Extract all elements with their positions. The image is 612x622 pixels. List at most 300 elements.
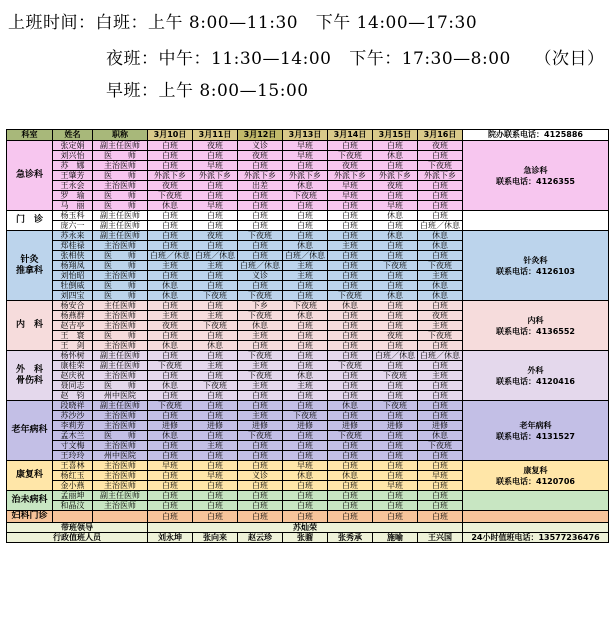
shift-cell: 白班 bbox=[283, 401, 328, 411]
staff-name: 赵吉亭 bbox=[53, 321, 93, 331]
shift-cell: 休息 bbox=[148, 341, 193, 351]
shift-cell: 白班 bbox=[148, 221, 193, 231]
shift-cell: 白班／休息 bbox=[418, 221, 463, 231]
staff-title bbox=[93, 511, 148, 523]
shift-cell: 外派下乡 bbox=[238, 171, 283, 181]
schedule-header bbox=[0, 0, 612, 126]
staff-title: 主治医师 bbox=[93, 271, 148, 281]
shift-cell: 白班 bbox=[283, 231, 328, 241]
shift-cell: 白班 bbox=[148, 481, 193, 491]
table-row bbox=[7, 491, 609, 501]
column-header: 3月15日 bbox=[373, 130, 418, 141]
shift-cell: 白班 bbox=[418, 151, 463, 161]
shift-cell: 早班 bbox=[193, 161, 238, 171]
staff-name: 杨燕群 bbox=[53, 311, 93, 321]
shift-cell: 白班 bbox=[148, 471, 193, 481]
contact-line: 急诊科 bbox=[523, 165, 548, 175]
shift-cell: 休息 bbox=[283, 471, 328, 481]
staff-name: 刘兴怡 bbox=[53, 151, 93, 161]
department-name: 急诊科 bbox=[7, 141, 53, 211]
shift-cell: 白班 bbox=[418, 391, 463, 401]
staff-name: 杨怀树 bbox=[53, 351, 93, 361]
shift-cell: 白班 bbox=[283, 491, 328, 501]
shift-cell: 白班 bbox=[283, 431, 328, 441]
shift-cell: 白班／休息 bbox=[283, 251, 328, 261]
shift-cell: 白班 bbox=[418, 481, 463, 491]
shift-cell: 主班 bbox=[148, 311, 193, 321]
shift-cell: 白班 bbox=[418, 201, 463, 211]
shift-cell: 白班 bbox=[328, 491, 373, 501]
shift-cell: 白班 bbox=[328, 281, 373, 291]
shift-cell: 进修 bbox=[283, 421, 328, 431]
staff-title: 医 师 bbox=[93, 201, 148, 211]
shift-cell: 白班 bbox=[328, 321, 373, 331]
shift-cell: 白班 bbox=[328, 211, 373, 221]
shift-cell: 白班 bbox=[328, 231, 373, 241]
staff-title: 州中医院 bbox=[93, 451, 148, 461]
shift-cell: 休息 bbox=[283, 371, 328, 381]
shift-cell: 白班 bbox=[193, 501, 238, 511]
shift-cell: 休息 bbox=[238, 321, 283, 331]
staff-title: 医 师 bbox=[93, 171, 148, 181]
shift-cell: 主班 bbox=[418, 321, 463, 331]
shift-cell: 白班 bbox=[373, 311, 418, 321]
shift-cell: 白班 bbox=[148, 271, 193, 281]
contact-line: 内科 bbox=[527, 315, 544, 325]
admin-duty-person: 施喻 bbox=[373, 533, 418, 543]
shift-cell: 夜班 bbox=[193, 141, 238, 151]
shift-cell: 白班 bbox=[373, 141, 418, 151]
shift-cell: 白班 bbox=[328, 141, 373, 151]
shift-cell: 白班 bbox=[193, 281, 238, 291]
staff-title: 医 师 bbox=[93, 331, 148, 341]
shift-cell: 白班 bbox=[193, 351, 238, 361]
shift-cell: 进修 bbox=[238, 421, 283, 431]
column-header: 3月13日 bbox=[283, 130, 328, 141]
leader-label: 带班领导 bbox=[7, 523, 148, 533]
shift-cell: 下夜班 bbox=[418, 331, 463, 341]
shift-cell: 白班 bbox=[193, 371, 238, 381]
table-row bbox=[7, 301, 609, 311]
shift-cell: 白班 bbox=[238, 251, 283, 261]
table-row bbox=[7, 141, 609, 151]
shift-cell: 白班 bbox=[238, 201, 283, 211]
shift-cell: 白班 bbox=[193, 411, 238, 421]
staff-title: 主治医师 bbox=[93, 441, 148, 451]
shift-cell: 下夜班 bbox=[418, 441, 463, 451]
shift-cell: 下夜班 bbox=[373, 261, 418, 271]
shift-cell: 白班 bbox=[418, 251, 463, 261]
shift-cell: 下夜班 bbox=[373, 401, 418, 411]
contact-line: 联系电话：4120416 bbox=[496, 376, 575, 386]
staff-title: 医 师 bbox=[93, 431, 148, 441]
shift-cell: 白班 bbox=[328, 481, 373, 491]
staff-title: 主治医师 bbox=[93, 501, 148, 511]
shift-cell: 白班 bbox=[148, 151, 193, 161]
shift-cell: 白班 bbox=[148, 351, 193, 361]
shift-cell: 下夜班 bbox=[283, 411, 328, 421]
shift-cell: 白班 bbox=[373, 321, 418, 331]
shift-cell: 进修 bbox=[148, 421, 193, 431]
staff-name: 李莉芳 bbox=[53, 421, 93, 431]
shift-cell: 白班 bbox=[193, 491, 238, 501]
shift-cell: 白班 bbox=[193, 271, 238, 281]
department-name: 内 科 bbox=[7, 301, 53, 351]
shift-cell: 休息 bbox=[283, 241, 328, 251]
shift-cell: 白班 bbox=[238, 211, 283, 221]
staff-name: 杨红玉 bbox=[53, 471, 93, 481]
staff-name: 杨翔凤 bbox=[53, 261, 93, 271]
staff-name: 和晶汶 bbox=[53, 501, 93, 511]
leader-value: 苏灿荣 bbox=[148, 523, 463, 533]
shift-cell: 白班 bbox=[328, 221, 373, 231]
shift-cell: 白班 bbox=[238, 241, 283, 251]
staff-name: 聂同志 bbox=[53, 381, 93, 391]
shift-cell: 早班 bbox=[328, 191, 373, 201]
shift-cell: 白班 bbox=[238, 281, 283, 291]
shift-cell: 休息 bbox=[148, 291, 193, 301]
shift-cell: 早班 bbox=[193, 471, 238, 481]
shift-cell: 休息 bbox=[418, 231, 463, 241]
shift-cell: 白班 bbox=[283, 451, 328, 461]
shift-cell: 白班 bbox=[418, 381, 463, 391]
shift-cell: 白班 bbox=[283, 511, 328, 523]
shift-cell: 白班 bbox=[148, 231, 193, 241]
shift-cell: 下夜班 bbox=[193, 321, 238, 331]
admin-duty-person: 张骝 bbox=[283, 533, 328, 543]
shift-cell: 白班 bbox=[373, 461, 418, 471]
shift-cell: 白班 bbox=[328, 311, 373, 321]
shift-cell: 下夜班 bbox=[328, 291, 373, 301]
shift-cell: 义诊 bbox=[238, 271, 283, 281]
shift-cell: 外派下乡 bbox=[328, 171, 373, 181]
shift-cell: 早班 bbox=[373, 481, 418, 491]
shift-cell: 白班／休息 bbox=[148, 251, 193, 261]
column-header: 3月16日 bbox=[418, 130, 463, 141]
contact-line: 联系电话：4120706 bbox=[496, 476, 575, 486]
shift-cell: 白班 bbox=[328, 351, 373, 361]
staff-name: 王 寰 bbox=[53, 331, 93, 341]
shift-cell: 白班 bbox=[283, 281, 328, 291]
shift-cell: 白班 bbox=[148, 331, 193, 341]
shift-cell: 休息 bbox=[373, 211, 418, 221]
admin-duty-row bbox=[7, 533, 609, 543]
staff-title: 主治医师 bbox=[93, 311, 148, 321]
shift-cell: 白班 bbox=[283, 321, 328, 331]
shift-cell: 主班 bbox=[328, 241, 373, 251]
shift-cell: 外派下乡 bbox=[283, 171, 328, 181]
shift-cell: 白班 bbox=[373, 221, 418, 231]
shift-cell: 白班 bbox=[193, 511, 238, 523]
staff-title: 主治医师 bbox=[93, 161, 148, 171]
staff-title: 副主任医师 bbox=[93, 211, 148, 221]
shift-cell: 白班 bbox=[238, 401, 283, 411]
shift-cell: 早班 bbox=[283, 151, 328, 161]
shift-cell: 白班 bbox=[193, 241, 238, 251]
shift-cell: 白班 bbox=[373, 241, 418, 251]
shift-cell: 白班 bbox=[193, 211, 238, 221]
shift-cell: 白班 bbox=[148, 161, 193, 171]
shift-cell: 进修 bbox=[418, 421, 463, 431]
shift-cell: 休息 bbox=[418, 281, 463, 291]
shift-cell: 白班 bbox=[193, 331, 238, 341]
shift-cell: 白班 bbox=[373, 491, 418, 501]
shift-cell: 白班 bbox=[283, 441, 328, 451]
staff-name: 孟木兰 bbox=[53, 431, 93, 441]
shift-cell: 白班 bbox=[373, 301, 418, 311]
shift-cell: 白班 bbox=[193, 191, 238, 201]
shift-cell: 夜班 bbox=[328, 161, 373, 171]
shift-cell: 白班 bbox=[238, 441, 283, 451]
shift-cell: 休息 bbox=[328, 471, 373, 481]
shift-cell: 白班 bbox=[148, 241, 193, 251]
shift-cell: 休息 bbox=[148, 431, 193, 441]
contact-line: 联系电话：4126103 bbox=[496, 266, 575, 276]
staff-title: 主治医师 bbox=[93, 421, 148, 431]
shift-cell: 白班／休息 bbox=[193, 251, 238, 261]
staff-title: 主治医师 bbox=[93, 481, 148, 491]
shift-cell: 白班 bbox=[328, 441, 373, 451]
contact-line: 联系电话：4136552 bbox=[496, 326, 575, 336]
staff-name: 苏永来 bbox=[53, 231, 93, 241]
shift-cell: 白班 bbox=[328, 371, 373, 381]
shift-cell: 白班 bbox=[328, 271, 373, 281]
shift-cell: 下夜班 bbox=[193, 381, 238, 391]
shift-cell: 下夜班 bbox=[328, 151, 373, 161]
shift-cell: 外派下乡 bbox=[193, 171, 238, 181]
shift-cell: 夜班 bbox=[148, 181, 193, 191]
shift-cell: 主班 bbox=[283, 261, 328, 271]
shift-cell: 白班 bbox=[283, 361, 328, 371]
shift-cell: 进修 bbox=[373, 421, 418, 431]
shift-cell: 下夜班 bbox=[238, 351, 283, 361]
staff-title: 主治医师 bbox=[93, 321, 148, 331]
shift-cell: 白班 bbox=[328, 341, 373, 351]
staff-title: 医 师 bbox=[93, 151, 148, 161]
staff-name: 苏 娜 bbox=[53, 161, 93, 171]
department-name: 针灸 推拿科 bbox=[7, 231, 53, 301]
shift-cell: 早班 bbox=[328, 181, 373, 191]
department-contact bbox=[463, 231, 609, 301]
staff-title: 副主任医师 bbox=[93, 401, 148, 411]
staff-title: 副主任医师 bbox=[93, 141, 148, 151]
staff-title: 副主任医师 bbox=[93, 351, 148, 361]
shift-cell: 早班 bbox=[418, 471, 463, 481]
shift-cell: 白班 bbox=[193, 481, 238, 491]
shift-cell: 白班 bbox=[418, 511, 463, 523]
shift-cell: 白班 bbox=[418, 211, 463, 221]
column-header: 3月10日 bbox=[148, 130, 193, 141]
shift-cell: 白班 bbox=[373, 361, 418, 371]
shift-cell: 白班 bbox=[373, 441, 418, 451]
shift-cell: 主班 bbox=[283, 381, 328, 391]
shift-cell: 白班 bbox=[418, 461, 463, 471]
shift-cell: 白班 bbox=[283, 481, 328, 491]
shift-cell: 早班 bbox=[283, 461, 328, 471]
shift-cell: 主班 bbox=[238, 331, 283, 341]
staff-title: 主治医师 bbox=[93, 241, 148, 251]
shift-cell: 夜班 bbox=[373, 181, 418, 191]
column-header: 姓名 bbox=[53, 130, 93, 141]
shift-cell: 白班 bbox=[238, 221, 283, 231]
contact-line: 外科 bbox=[527, 365, 544, 375]
shift-cell: 白班 bbox=[418, 361, 463, 371]
staff-name: 苏沙沙 bbox=[53, 411, 93, 421]
shift-cell: 下夜班 bbox=[283, 301, 328, 311]
staff-name: 张定娟 bbox=[53, 141, 93, 151]
shift-cell: 白班 bbox=[148, 501, 193, 511]
staff-title: 副主任医师 bbox=[93, 361, 148, 371]
staff-title: 副主任医师 bbox=[93, 491, 148, 501]
contact-line: 针灸科 bbox=[523, 255, 548, 265]
staff-name: 牡倒威 bbox=[53, 281, 93, 291]
table-row bbox=[7, 401, 609, 411]
shift-cell: 夜班 bbox=[418, 311, 463, 321]
shift-cell: 下夜班 bbox=[193, 291, 238, 301]
shift-cell: 白班 bbox=[418, 411, 463, 421]
admin-duty-person: 张向来 bbox=[193, 533, 238, 543]
work-hours-day-shift: 上班时间：白班：上午 8:00—11:30 下午 14:00—17:30 bbox=[8, 13, 478, 33]
staff-title: 医 师 bbox=[93, 281, 148, 291]
department-name: 外 科 骨伤科 bbox=[7, 351, 53, 401]
shift-cell: 白班 bbox=[193, 181, 238, 191]
shift-cell: 早班 bbox=[148, 461, 193, 471]
shift-cell: 主班 bbox=[238, 361, 283, 371]
table-header-row bbox=[7, 130, 609, 141]
shift-cell: 夜班 bbox=[418, 141, 463, 151]
staff-title: 医 师 bbox=[93, 191, 148, 201]
shift-cell: 下夜班 bbox=[148, 401, 193, 411]
shift-cell: 休息 bbox=[283, 311, 328, 321]
staff-name: 马 丽 bbox=[53, 201, 93, 211]
staff-name: 金小燕 bbox=[53, 481, 93, 491]
department-name: 门 诊 bbox=[7, 211, 53, 231]
shift-cell: 白班 bbox=[283, 221, 328, 231]
shift-cell: 白班 bbox=[283, 501, 328, 511]
shift-cell: 下夜班 bbox=[238, 431, 283, 441]
table-row bbox=[7, 211, 609, 221]
department-contact bbox=[463, 351, 609, 401]
shift-cell: 休息 bbox=[148, 381, 193, 391]
shift-cell: 下夜班 bbox=[238, 311, 283, 321]
shift-cell: 白班 bbox=[193, 151, 238, 161]
admin-duty-person: 张秀承 bbox=[328, 533, 373, 543]
department-name: 老年病科 bbox=[7, 401, 53, 461]
shift-cell: 下夜班 bbox=[238, 231, 283, 241]
staff-name: 庞六一 bbox=[53, 221, 93, 231]
shift-cell: 白班 bbox=[328, 511, 373, 523]
shift-cell: 外派下乡 bbox=[373, 171, 418, 181]
shift-cell: 白班 bbox=[328, 331, 373, 341]
shift-cell: 白班 bbox=[148, 391, 193, 401]
column-header: 科室 bbox=[7, 130, 53, 141]
shift-cell: 白班 bbox=[238, 191, 283, 201]
staff-title: 主任医师 bbox=[93, 301, 148, 311]
shift-cell: 白班 bbox=[328, 261, 373, 271]
shift-cell: 早班 bbox=[283, 141, 328, 151]
staff-name: 杨玉科 bbox=[53, 211, 93, 221]
staff-name: 刘四宝 bbox=[53, 291, 93, 301]
shift-cell: 白班 bbox=[373, 471, 418, 481]
shift-cell: 主班 bbox=[193, 361, 238, 371]
shift-cell: 休息 bbox=[328, 301, 373, 311]
shift-cell: 义诊 bbox=[238, 471, 283, 481]
staff-title: 主治医师 bbox=[93, 461, 148, 471]
shift-cell: 白班 bbox=[328, 251, 373, 261]
shift-cell: 白班 bbox=[373, 451, 418, 461]
shift-cell: 白班 bbox=[193, 301, 238, 311]
staff-name bbox=[53, 511, 93, 523]
shift-cell: 下夜班 bbox=[148, 361, 193, 371]
shift-cell: 进修 bbox=[193, 421, 238, 431]
shift-cell: 白班 bbox=[238, 391, 283, 401]
shift-cell: 白班 bbox=[418, 501, 463, 511]
admin-duty-person: 王兴国 bbox=[418, 533, 463, 543]
shift-cell: 下夜班 bbox=[373, 371, 418, 381]
shift-cell: 义诊 bbox=[238, 141, 283, 151]
shift-cell: 白班 bbox=[328, 391, 373, 401]
shift-cell: 白班 bbox=[193, 401, 238, 411]
contact-line: 康复科 bbox=[523, 465, 548, 475]
shift-cell: 白班 bbox=[328, 201, 373, 211]
shift-cell: 白班 bbox=[373, 431, 418, 441]
staff-title: 州中医院 bbox=[93, 391, 148, 401]
staff-title: 医 师 bbox=[93, 251, 148, 261]
staff-name: 孟丽坤 bbox=[53, 491, 93, 501]
shift-cell: 白班 bbox=[373, 271, 418, 281]
shift-cell: 休息 bbox=[373, 151, 418, 161]
staff-name: 赵 钧 bbox=[53, 391, 93, 401]
shift-cell: 主班 bbox=[193, 261, 238, 271]
shift-cell: 夜班 bbox=[373, 331, 418, 341]
shift-cell: 白班 bbox=[283, 161, 328, 171]
shift-cell: 外派下乡 bbox=[418, 171, 463, 181]
duty-schedule-table bbox=[6, 129, 609, 543]
department-contact bbox=[463, 511, 609, 523]
staff-title: 主治医师 bbox=[93, 341, 148, 351]
shift-cell: 白班 bbox=[373, 251, 418, 261]
staff-name: 刘怡昭 bbox=[53, 271, 93, 281]
staff-name: 王喜林 bbox=[53, 461, 93, 471]
shift-cell: 白班 bbox=[148, 441, 193, 451]
staff-title: 副主任医师 bbox=[93, 221, 148, 231]
shift-cell: 主班 bbox=[418, 271, 463, 281]
shift-cell: 下夜班 bbox=[418, 261, 463, 271]
staff-name: 王 剑 bbox=[53, 341, 93, 351]
shift-cell: 白班 bbox=[148, 211, 193, 221]
shift-cell: 主班 bbox=[418, 371, 463, 381]
shift-cell: 白班 bbox=[193, 451, 238, 461]
shift-cell: 白班 bbox=[418, 451, 463, 461]
column-header: 3月14日 bbox=[328, 130, 373, 141]
shift-cell: 休息 bbox=[373, 291, 418, 301]
shift-cell: 白班 bbox=[418, 191, 463, 201]
shift-cell: 白班 bbox=[418, 181, 463, 191]
staff-name: 罗 瑜 bbox=[53, 191, 93, 201]
shift-cell: 下夜班 bbox=[238, 371, 283, 381]
column-header: 院办联系电话：4125886 bbox=[463, 130, 609, 141]
staff-title: 主治医师 bbox=[93, 471, 148, 481]
department-name: 治未病科 bbox=[7, 491, 53, 511]
shift-cell: 白班 bbox=[418, 401, 463, 411]
shift-cell: 白班 bbox=[283, 211, 328, 221]
department-name: 康复科 bbox=[7, 461, 53, 491]
shift-cell: 休息 bbox=[418, 291, 463, 301]
staff-name: 张相侠 bbox=[53, 251, 93, 261]
shift-cell: 白班 bbox=[283, 351, 328, 361]
shift-cell: 白班 bbox=[328, 501, 373, 511]
shift-cell: 白班 bbox=[193, 461, 238, 471]
